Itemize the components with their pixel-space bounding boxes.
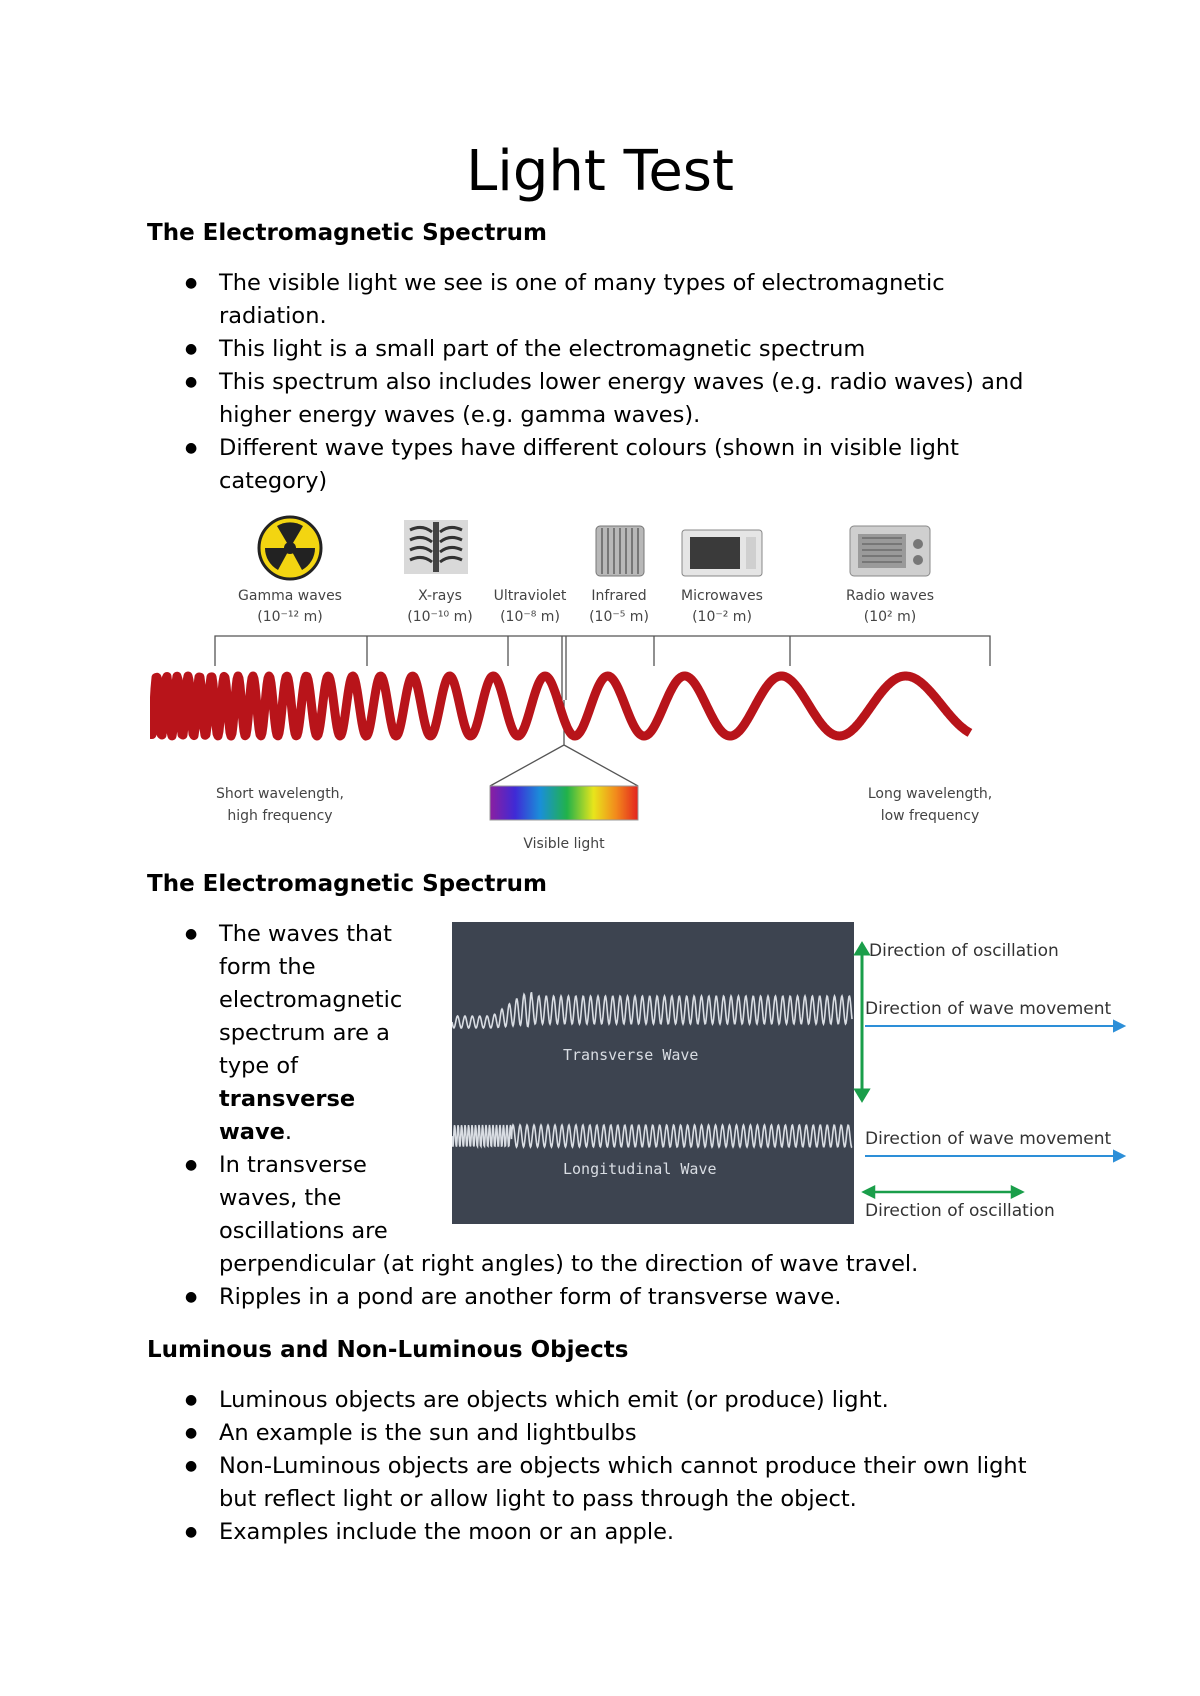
bullet-line: oscillations are: [219, 1218, 388, 1244]
band-wavelength-xray: (10⁻¹⁰ m): [407, 609, 473, 625]
section-heading-spectrum: The Electromagnetic Spectrum: [147, 220, 548, 246]
longitudinal-wave-label: Longitudinal Wave: [563, 1160, 717, 1178]
list-item: ● The visible light we see is one of many types of electromagnetic radiation.: [219, 267, 1059, 333]
xray-ribcage-icon: [404, 520, 468, 574]
list-item: ● Examples include the moon or an apple.: [219, 1516, 1059, 1549]
list-item: ● Different wave types have different colours (shown in visible light category): [219, 432, 1059, 498]
spectrum-bullet-list: [219, 267, 1059, 498]
luminous-bullet-list: [219, 1384, 1059, 1549]
bullet-line: form the: [219, 954, 316, 980]
bullet-line: ● The waves that: [219, 921, 392, 947]
em-spectrum-figure: [150, 510, 1070, 855]
list-item: ● Ripples in a pond are another form of transverse wave.: [219, 1281, 1059, 1314]
visible-light-spectrum-bar: [490, 786, 638, 820]
band-label-microwaves: Microwaves: [681, 588, 763, 604]
movement-label-top: Direction of wave movement: [865, 999, 1112, 1019]
microwave-oven-icon: [682, 530, 762, 576]
long-wavelength-label: Long wavelength,: [867, 786, 993, 802]
oscillation-label-bottom: Direction of oscillation: [865, 1201, 1055, 1221]
list-item: ● This spectrum also includes lower energy waves (e.g. radio waves) and higher energy waves (e.g. gamma waves).: [219, 366, 1059, 432]
band-wavelength-ultraviolet: (10⁻⁸ m): [500, 609, 560, 625]
sentence-end: .: [284, 1119, 293, 1145]
band-wavelength-radio: (10² m): [863, 609, 917, 625]
oscillation-arrow-horizontal: [864, 1187, 1022, 1197]
document-title: Light Test: [466, 139, 734, 204]
section-heading-spectrum-2: The Electromagnetic Spectrum: [147, 871, 548, 897]
section-heading-luminous: Luminous and Non-Luminous Objects: [147, 1337, 629, 1363]
band-label-infrared: Infrared: [591, 588, 647, 604]
bullet-line: perpendicular (at right angles) to the direction of wave travel.: [219, 1251, 919, 1277]
movement-arrow-top: [865, 1021, 1124, 1031]
bullet-line: ● In transverse: [219, 1152, 367, 1178]
visible-light-label: Visible light: [523, 836, 605, 852]
radiator-icon: [596, 526, 644, 576]
radio-icon: [850, 526, 930, 576]
wave-panel: [452, 922, 854, 1224]
transverse-wave-label: Transverse Wave: [563, 1046, 699, 1064]
list-item: ● This light is a small part of the electromagnetic spectrum: [219, 333, 1059, 366]
wave-types-figure: [452, 922, 1132, 1224]
movement-arrow-bottom: [865, 1151, 1124, 1161]
oscillation-arrow-vertical: [856, 944, 868, 1100]
list-item: ● Luminous objects are objects which emit (or produce) light.: [219, 1384, 1059, 1417]
bullet-line: spectrum are a: [219, 1020, 390, 1046]
high-frequency-label: high frequency: [227, 808, 333, 824]
em-wave: [150, 676, 970, 736]
movement-label-bottom: Direction of wave movement: [865, 1129, 1112, 1149]
band-wavelength-infrared: (10⁻⁵ m): [589, 609, 649, 625]
band-label-radio: Radio waves: [845, 588, 935, 604]
radiation-icon: [259, 517, 321, 579]
bullet-line: waves, the: [219, 1185, 342, 1211]
band-label-gamma: Gamma waves: [238, 588, 342, 604]
bullet-line: type of: [219, 1053, 299, 1079]
band-wavelength-microwaves: (10⁻² m): [692, 609, 752, 625]
bullet-line: electromagnetic: [219, 987, 403, 1013]
band-wavelength-gamma: (10⁻¹² m): [257, 609, 323, 625]
bold-term: wave: [219, 1119, 285, 1145]
band-label-xray: X-rays: [418, 588, 462, 604]
short-wavelength-label: Short wavelength,: [215, 786, 345, 802]
list-item: ● An example is the sun and lightbulbs: [219, 1417, 1059, 1450]
low-frequency-label: low frequency: [880, 808, 980, 824]
band-label-ultraviolet: Ultraviolet: [493, 588, 567, 604]
bold-term: transverse: [219, 1086, 356, 1112]
oscillation-label-top: Direction of oscillation: [869, 941, 1059, 961]
list-item: ● Non-Luminous objects are objects which cannot produce their own light but reflect light or allow light to pass through the object.: [219, 1450, 1059, 1516]
